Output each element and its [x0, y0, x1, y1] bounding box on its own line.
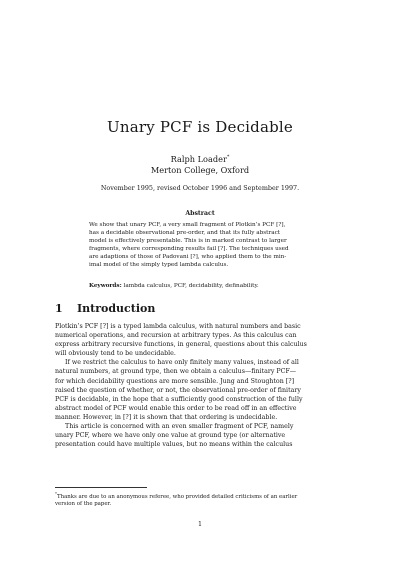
footnote — [55, 490, 346, 509]
paper-title: Unary PCF is Decidable — [107, 118, 293, 136]
author-affiliation: Merton College, Oxford — [150, 165, 250, 175]
abstract-body — [89, 222, 321, 269]
section-title: Introduction — [77, 302, 156, 315]
footnote-marker: * — [55, 491, 57, 496]
paper-date: November 1995, revised October 1996 and September 1997. — [100, 184, 300, 192]
keywords — [89, 283, 321, 291]
keywords-text: lambda calculus, PCF, decidability, definability. — [123, 283, 259, 289]
footnote-text: Thanks are due to an anonymous referee, who provided detailed criticisms of an earlier — [57, 494, 298, 500]
body-line: Plotkin’s PCF [?] is a typed lambda calculus, with natural numbers and basic — [55, 323, 301, 330]
keywords-label: Keywords: — [89, 283, 122, 289]
abstract-line: has a decidable observational pre-order, and that its fully abstract — [89, 229, 281, 236]
abstract-line: model is effectively presentable. This is in marked contrast to larger — [89, 237, 287, 244]
footnote-line — [55, 490, 346, 501]
abstract-line: are adaptions of those of Padovani [?], who applied them to the min- — [89, 253, 287, 260]
body-line: numerical operations, and recursion at arbitrary types. As this calculus can — [55, 332, 297, 340]
body-line: If we restrict the calculus to have only finitely many values, instead of all — [65, 359, 299, 367]
body-line: raised the question of whether, or not, the observational pre-order of finitary — [55, 386, 301, 394]
body-line: unary PCF, where we have only one value at ground type (or alternative — [55, 432, 286, 440]
footnote-rule — [55, 487, 147, 488]
body-line: PCF is decidable, in the hope that a sufficiently good construction of the fully — [55, 395, 303, 403]
footnote-line: version of the paper. — [55, 501, 112, 508]
section-body — [55, 322, 346, 449]
body-line: for which decidability questions are more sensible. Jung and Stoughton [?] — [55, 377, 295, 385]
body-line: This article is concerned with an even smaller fragment of PCF, namely — [65, 423, 294, 431]
abstract-line: imal model of the simply typed lambda calculus. — [89, 261, 229, 268]
author-footnote-marker: * — [226, 154, 230, 160]
author-name: Ralph Loader — [170, 154, 227, 164]
body-line: express arbitrary recursive functions, in general, questions about this calculus — [55, 341, 307, 349]
author-name-line — [0, 152, 400, 165]
abstract-heading: Abstract — [185, 210, 215, 217]
body-line: presentation could have multiple values, but no means within the calculus — [55, 441, 293, 449]
body-line: manner. However, in [?] it is shown that that ordering is undecidable. — [55, 413, 278, 421]
section-number: 1 — [55, 302, 63, 315]
body-line: will obviously tend to be undecidable. — [55, 350, 176, 358]
author-block — [0, 152, 400, 176]
page-number: 1 — [197, 521, 202, 528]
abstract-line: fragments, where corresponding results fail [?]. The techniques used — [89, 245, 289, 252]
body-line: natural numbers, at ground type, then we obtain a calculus—finitary PCF— — [55, 368, 297, 376]
body-line: abstract model of PCF would enable this order to be read off in an effective — [55, 404, 297, 412]
section-heading — [55, 302, 155, 315]
abstract-line: We show that unary PCF, a very small fragment of Plotkin’s PCF [?], — [89, 222, 286, 228]
